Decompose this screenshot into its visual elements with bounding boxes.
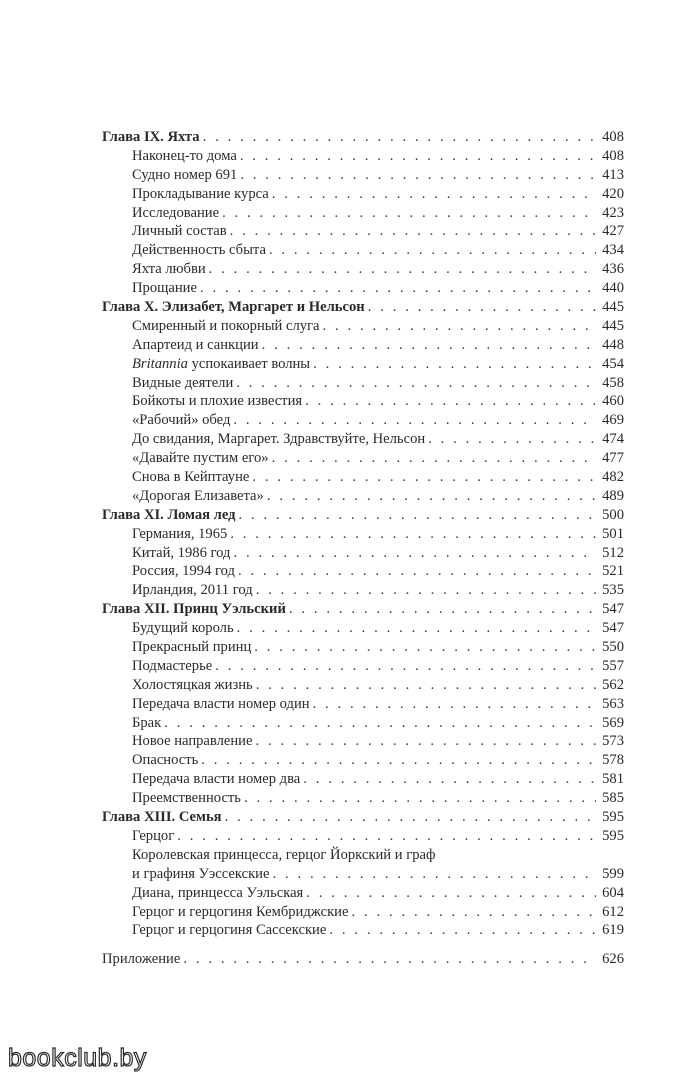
page-number: 413 — [602, 166, 624, 183]
toc-entry[interactable] — [102, 260, 624, 279]
page-number: 604 — [602, 884, 624, 901]
page-number: 408 — [602, 128, 624, 145]
toc-entry-title: Германия, 1965 — [132, 525, 228, 542]
page-number: 423 — [602, 204, 624, 221]
dot-leader — [262, 336, 596, 355]
toc-entry[interactable] — [102, 392, 624, 411]
toc-entry[interactable] — [102, 657, 624, 676]
toc-entry-title: «Дорогая Елизавета» — [132, 487, 264, 504]
toc-chapter[interactable] — [102, 128, 624, 147]
page-number: 550 — [602, 639, 624, 656]
dot-leader — [200, 279, 596, 298]
dot-leader — [183, 950, 596, 969]
page-number: 448 — [602, 336, 624, 353]
toc-entry[interactable] — [102, 241, 624, 260]
dot-leader — [222, 204, 596, 223]
toc-entry-title: Передача власти номер один — [132, 695, 310, 712]
dot-leader — [233, 411, 596, 430]
page-number: 547 — [602, 620, 624, 637]
page-number: 573 — [602, 733, 624, 750]
dot-leader — [254, 638, 596, 657]
dot-leader — [329, 921, 596, 940]
toc-entry[interactable] — [102, 544, 624, 563]
toc-entry[interactable] — [102, 903, 624, 922]
toc-entry-title-rest: успокаивает волны — [187, 355, 311, 372]
toc-entry-title: Китай, 1986 год — [132, 544, 231, 561]
toc-chapter-title: Глава IX. Яхта — [102, 128, 200, 145]
toc-chapter-title: Глава XIII. Семья — [102, 809, 222, 826]
table-of-contents — [102, 128, 624, 969]
toc-entry-title: Снова в Кейптауне — [132, 469, 250, 486]
dot-leader — [203, 128, 596, 147]
toc-entry-title: Подмастерье — [132, 657, 213, 674]
dot-leader — [215, 657, 596, 676]
toc-entry-title-italic: Britannia — [132, 355, 188, 372]
toc-entry[interactable] — [102, 638, 624, 657]
toc-entry[interactable] — [102, 430, 624, 449]
toc-entry-title: Яхта любви — [132, 261, 206, 278]
page-number: 489 — [602, 487, 624, 504]
toc-entry[interactable] — [102, 619, 624, 638]
page-number: 595 — [602, 827, 624, 844]
toc-entry-title: Холостяцкая жизнь — [132, 676, 253, 693]
toc-entry-title: Прокладывание курса — [132, 185, 269, 202]
dot-leader — [236, 374, 596, 393]
dot-leader — [230, 525, 596, 544]
dot-leader — [428, 430, 596, 449]
page-number: 427 — [602, 223, 624, 240]
toc-entry-title: «Давайте пустим его» — [132, 450, 269, 467]
toc-entry-title: Смиренный и покорный слуга — [132, 317, 320, 334]
dot-leader — [256, 676, 596, 695]
page-number: 569 — [602, 714, 624, 731]
toc-entry[interactable] — [102, 336, 624, 355]
toc-entry[interactable] — [102, 279, 624, 298]
toc-entry-title: Герцог — [132, 827, 175, 844]
toc-entry-title: «Рабочий» обед — [132, 412, 231, 429]
toc-entry-title: Преемственность — [132, 790, 241, 807]
toc-entry-title: Исследование — [132, 204, 220, 221]
page-number: 440 — [602, 280, 624, 297]
dot-leader — [240, 166, 596, 185]
page-number: 469 — [602, 412, 624, 429]
toc-chapter-title: Глава XI. Ломая лед — [102, 506, 236, 523]
toc-entry-title: и графиня Уэссекские — [132, 865, 270, 882]
dot-leader — [209, 260, 596, 279]
dot-leader — [225, 808, 596, 827]
page-number: 562 — [602, 676, 624, 693]
dot-leader — [272, 865, 596, 884]
toc-entry-line — [102, 846, 624, 865]
toc-entry-title: Личный состав — [132, 223, 227, 240]
page-number: 578 — [602, 752, 624, 769]
toc-entry-title: Бойкоты и плохие известия — [132, 393, 303, 410]
page-number: 619 — [602, 922, 624, 939]
toc-entry[interactable] — [102, 676, 624, 695]
page-number: 521 — [602, 563, 624, 580]
page-number: 501 — [602, 525, 624, 542]
dot-leader — [255, 732, 596, 751]
toc-entry[interactable] — [102, 525, 624, 544]
page-number: 547 — [602, 601, 624, 618]
toc-entry-title: Судно номер 691 — [132, 166, 238, 183]
dot-leader — [230, 222, 596, 241]
dot-leader — [351, 903, 596, 922]
toc-entry-title: Действенность сбыта — [132, 242, 266, 259]
page-number: 563 — [602, 695, 624, 712]
toc-entry-title: Россия, 1994 год — [132, 563, 235, 580]
dot-leader — [272, 185, 596, 204]
dot-leader — [239, 506, 596, 525]
toc-entry[interactable] — [102, 751, 624, 770]
dot-leader — [177, 827, 596, 846]
watermark-logo: bookclub.by — [8, 1044, 147, 1072]
dot-leader — [244, 789, 596, 808]
page-number: 581 — [602, 771, 624, 788]
toc-entry-title: Прощание — [132, 280, 197, 297]
toc-entry-title: Герцог и герцогиня Кембриджские — [132, 903, 349, 920]
toc-entry-title: Ирландия, 2011 год — [132, 582, 253, 599]
toc-entry[interactable] — [102, 185, 624, 204]
toc-entry[interactable] — [102, 222, 624, 241]
page-number: 535 — [602, 582, 624, 599]
dot-leader — [368, 298, 596, 317]
toc-entry-title — [132, 355, 310, 374]
page-number: 474 — [602, 431, 624, 448]
toc-chapter-title: Глава X. Элизабет, Маргарет и Нельсон — [102, 299, 365, 315]
page-number: 460 — [602, 393, 624, 410]
toc-entry[interactable] — [102, 884, 624, 903]
toc-entry[interactable] — [102, 449, 624, 468]
toc-entry[interactable] — [102, 827, 624, 846]
dot-leader — [272, 449, 596, 468]
toc-entry[interactable] — [102, 770, 624, 789]
page-number: 612 — [602, 903, 624, 920]
toc-entry[interactable] — [102, 317, 624, 336]
toc-appendix-title: Приложение — [102, 951, 181, 968]
page-number: 557 — [602, 657, 624, 674]
toc-entry-title: Апартеид и санкции — [132, 336, 259, 353]
dot-leader — [303, 770, 596, 789]
toc-entry[interactable] — [102, 714, 624, 733]
toc-entry-title: Видные деятели — [132, 374, 234, 391]
toc-appendix[interactable] — [102, 950, 624, 969]
dot-leader — [306, 884, 596, 903]
dot-leader — [313, 355, 596, 374]
dot-leader — [240, 147, 596, 166]
toc-entry-title: Герцог и герцогиня Сассекские — [132, 922, 327, 939]
toc-entry[interactable] — [102, 411, 624, 430]
toc-entry[interactable] — [102, 789, 624, 808]
dot-leader — [238, 562, 596, 581]
toc-entry[interactable] — [102, 374, 624, 393]
toc-entry[interactable] — [102, 865, 624, 884]
page-number: 420 — [602, 185, 624, 202]
page-number: 599 — [602, 865, 624, 882]
dot-leader — [313, 695, 596, 714]
toc-entry-title: Новое направление — [132, 733, 253, 750]
page-number: 436 — [602, 261, 624, 278]
dot-leader — [289, 600, 596, 619]
page-number: 482 — [602, 469, 624, 486]
dot-leader — [305, 392, 596, 411]
toc-entry-title: Передача власти номер два — [132, 771, 301, 788]
page-number: 595 — [602, 809, 624, 826]
toc-entry[interactable] — [102, 562, 624, 581]
toc-entry-title: Будущий король — [132, 620, 234, 637]
toc-entry-title: Диана, принцесса Уэльская — [132, 884, 304, 901]
toc-entry[interactable] — [102, 581, 624, 600]
toc-entry-title: Наконец-то дома — [132, 147, 237, 164]
toc-entry[interactable] — [102, 921, 624, 940]
dot-leader — [323, 317, 596, 336]
toc-entry-title: Брак — [132, 714, 162, 731]
dot-leader — [269, 241, 596, 260]
page-number: 458 — [602, 374, 624, 391]
page-number: 512 — [602, 544, 624, 561]
page-number: 477 — [602, 450, 624, 467]
toc-entry-title: До свидания, Маргарет. Здравствуйте, Нельсон — [132, 431, 426, 448]
page-number: 445 — [602, 299, 624, 315]
toc-entry-title: Королевская принцесса, герцог Йоркский и граф — [132, 846, 436, 863]
toc-entry[interactable] — [102, 166, 624, 185]
toc-entry[interactable] — [102, 487, 624, 506]
toc-chapter-title: Глава XII. Принц Уэльский — [102, 601, 286, 618]
toc-entry[interactable] — [102, 468, 624, 487]
dot-leader — [256, 581, 596, 600]
dot-leader — [237, 619, 596, 638]
dot-leader — [201, 751, 596, 770]
toc-chapter[interactable] — [102, 506, 624, 525]
toc-chapter[interactable] — [102, 298, 624, 317]
toc-entry[interactable] — [102, 733, 624, 752]
toc-entry[interactable] — [102, 204, 624, 223]
toc-entry[interactable] — [102, 147, 624, 166]
dot-leader — [233, 544, 596, 563]
page-number: 626 — [602, 951, 624, 968]
dot-leader — [252, 468, 596, 487]
page-number: 434 — [602, 242, 624, 259]
page-number: 408 — [602, 147, 624, 164]
page-number: 454 — [602, 355, 624, 372]
toc-entry[interactable] — [102, 355, 624, 374]
dot-leader — [267, 487, 596, 506]
page-number: 445 — [602, 317, 624, 334]
dot-leader — [164, 714, 596, 733]
toc-chapter[interactable] — [102, 600, 624, 619]
toc-entry[interactable] — [102, 695, 624, 714]
toc-chapter[interactable] — [102, 808, 624, 827]
toc-entry-title: Опасность — [132, 752, 199, 769]
toc-entry-title: Прекрасный принц — [132, 639, 252, 656]
page-number: 585 — [602, 790, 624, 807]
page-number: 500 — [602, 506, 624, 523]
